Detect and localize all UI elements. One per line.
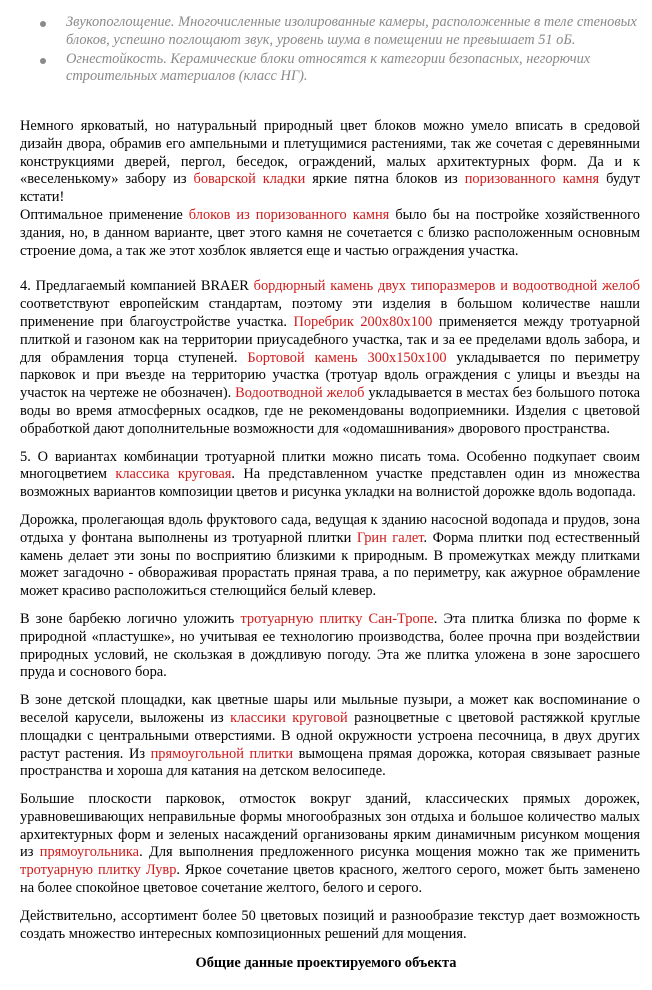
paragraph-playground: В зоне детской площадки, как цветные шары или мыльные пузыри, а может как воспоминание о веселой карусели, выложены из классики круговой разноцветные с цветовой растяжкой круглые площадки с центральными отверстиями. В одной окружности устроена песочница, в двух других растут растения. Из прямоугольной плитки вымощена прямая дорожка, которая связывает разные пространства и хороша для катания на детском велосипеде. xyxy=(20,692,641,780)
link-porous-blocks[interactable]: блоков из поризованного камня xyxy=(188,206,390,223)
link-green-galet[interactable]: Грин галет xyxy=(356,529,424,546)
link-rectangular-tile[interactable]: прямоугольной плитки xyxy=(150,745,294,762)
bullet-text: Звукопоглощение. Многочисленные изолированные камеры, расположенные в теле стеновых блоков, успешно поглощают звук, уровень шума в помещении не превышает 51 оБ. xyxy=(66,14,637,48)
bullet-item-fire xyxy=(40,51,640,87)
paragraph-assortment: Действительно, ассортимент более 50 цветовых позиций и разнообразие текстур дает возможность создать множество интересных композиционных решений для мощения. xyxy=(20,907,640,942)
paragraph-parking: Большие плоскости парковок, отмосток вокруг зданий, классических прямых дорожек, уравновешивающих неправильные формы многообразных зон отдыха и большое количество малых архитектурных форм и зеленых насаждений организованы ярким динамичным рисунком мощения из прямоугольника. Для выполнения предложенного рисунка мощения можно так же применить тротуарную плитку Лувр. Яркое сочетание цветов красного, желтого серого, может быть заменено на более спокойное цветовое сочетание желтого, белого и серого. xyxy=(20,791,640,897)
body-text xyxy=(20,118,640,943)
paragraph-optimal-use: Оптимальное применение блоков из поризованного камня было бы на постройке хозяйственного здания, но, в данном варианте, цвет этого камня не сочетается с близко расположенным основным строение дома, а так же этот хозблок является еще и частью ограждения участка. xyxy=(20,206,640,259)
paragraph-curbs: 4. Предлагаемый компанией BRAER бордюрный камень двух типоразмеров и водоотводной желоб соответствуют европейским стандартам, поэтому эти изделия в большом количестве нашли применение при благоустройстве участка. Поребрик 200х80х100 применяется между тротуарной плиткой и газоном как на территории приусадебного участка, так и за ее пределами вдоль забора, и для обрамления торца ступеней. Бортовой камень 300х150х100 укладывается по периметру парковок и при въезде на территорию участка (тротуар вдоль ограждения с улицы и въезды на участок на чертеже не обозначен). Водоотводной желоб укладывается в местах без большого потока воды во время атмосферных осадков, где не рекомендованы водоприемники. Изделия с цветовой обработкой дают дополнительные возможности для «одомашнивания» дворового пространства. xyxy=(20,278,641,437)
paragraph-garden-path: Дорожка, пролегающая вдоль фруктового сада, ведущая к зданию насосной водопада и прудов, зона отдыха у фонтана выполнены из тротуарной плитки Грин галет. Форма плитки под естественный камень делает эти зоны по восприятию близкими к природным. В промежутках между плитками может загадочно - обворaживая прорастать пряная трава, а по периметру, как ажурное обрамление может красиво расположиться стелющийся белый клевер. xyxy=(20,511,640,600)
link-louvre-tile[interactable]: тротуарную плитку Лувр xyxy=(20,862,177,879)
paragraph-barbecue-zone: В зоне барбекю логично уложить тротуарную плитку Сан-Тропе. Эта плитка близка по форме к природной «пластушке», но учитывая ее технологию производства, более прочна при воздействии природных условий, не скользкая в дождливую погоду. Эта же плитка уложена в зоне заросшего пруда и соснового бора. xyxy=(20,610,640,681)
bullet-dot-icon xyxy=(40,21,46,27)
section-heading: Общие данные проектируемого объекта xyxy=(195,955,457,971)
link-classic-circular-2[interactable]: классики круговой xyxy=(230,709,348,726)
paragraph-blocks-color: Немного ярковатый, но натуральный природный цвет блоков можно умело вписать в средовой дизайн двора, обрамив его ампельными и плетущимися растениями, так же сочетая с деревянными конструкциями дверей, пергол, беседок, ограждений, малых архитектурных форм. Да и к «веселенькому» забору из боварской кладки яркие пятна блоков из поризованного камня будут кстати! xyxy=(20,118,640,206)
link-curb-stone[interactable]: бордюрный камень двух типоразмеров и водоотводной желоб xyxy=(253,278,640,295)
link-edging-200[interactable]: Поребрик 200х80х100 xyxy=(293,313,433,330)
bullet-item-sound xyxy=(40,14,640,50)
link-classic-circular[interactable]: классика круговая xyxy=(115,466,232,483)
link-side-stone-300[interactable]: Бортовой камень 300х150х100 xyxy=(247,349,447,366)
link-drain-channel[interactable]: Водоотводной желоб xyxy=(235,385,365,402)
bullet-dot-icon xyxy=(40,58,46,64)
bullet-text: Огнестойкость. Керамические блоки относятся к категории безопасных, негорючих строительных материалов (класс НГ). xyxy=(66,50,591,85)
link-bavarian-masonry[interactable]: боварской кладки xyxy=(193,171,306,188)
link-porous-stone[interactable]: поризованного камня xyxy=(464,171,600,188)
link-rectangle[interactable]: прямоугольника xyxy=(39,844,140,861)
link-saint-tropez[interactable]: тротуарную плитку Сан-Тропе xyxy=(240,610,434,627)
feature-bullet-list xyxy=(40,14,640,87)
paragraph-tile-combinations: 5. О вариантах комбинации тротуарной плитки можно писать тома. Особенно подкупает своим многоцветием классика круговая. На представленном участке представлен один из множества возможных вариантов композиции цветов и рисунка укладки на волнистой дорожке вдоль водопада. xyxy=(20,448,640,501)
